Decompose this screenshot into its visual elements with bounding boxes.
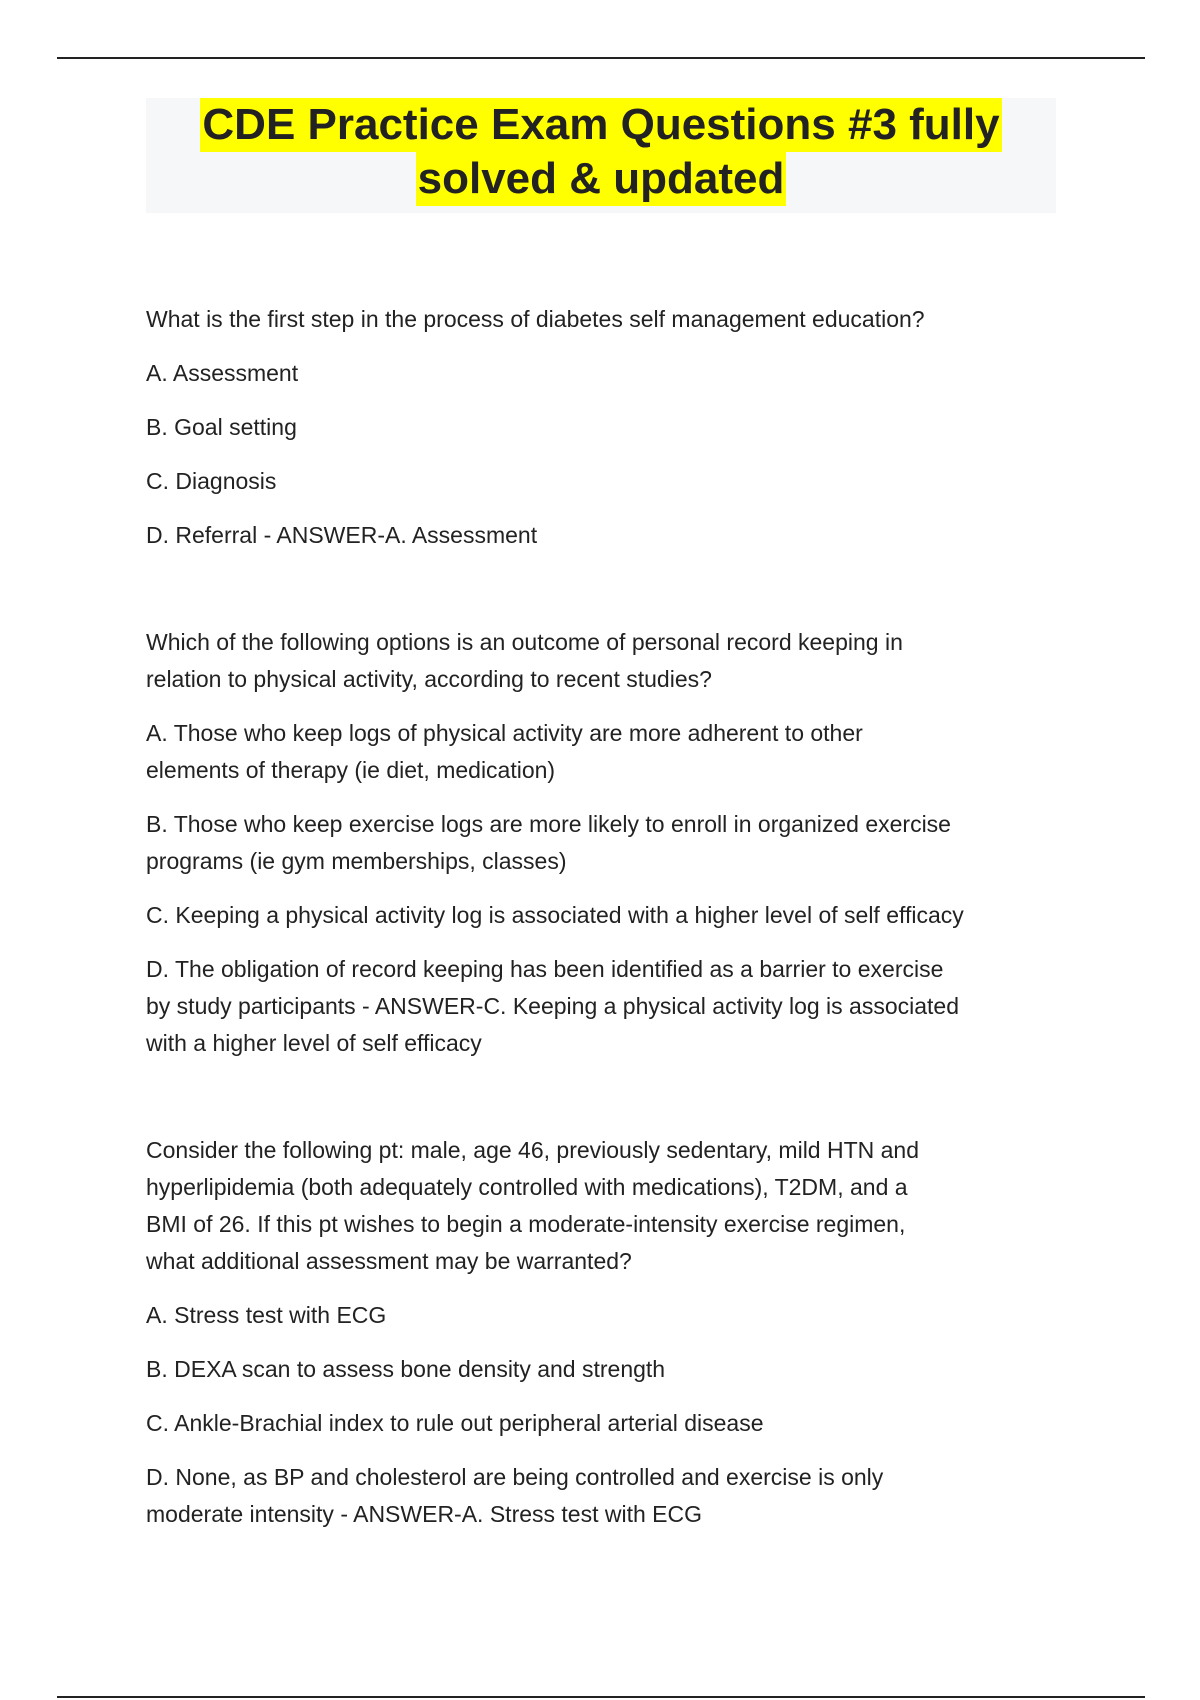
text-line: programs (ie gym memberships, classes) <box>146 848 567 874</box>
text-line: C. Keeping a physical activity log is associated with a higher level of self efficacy <box>146 902 964 928</box>
question-list <box>146 301 1076 1603</box>
question-block <box>146 624 1076 1062</box>
text-line: A. Stress test with ECG <box>146 1302 387 1328</box>
question-block <box>146 1132 1076 1533</box>
text-line: A. Assessment <box>146 360 299 386</box>
answer-option <box>146 806 1076 880</box>
text-line: BMI of 26. If this pt wishes to begin a moderate-intensity exercise regimen, <box>146 1211 906 1237</box>
answer-option <box>146 951 1076 1062</box>
text-line: B. Those who keep exercise logs are more likely to enroll in organized exercise <box>146 811 951 837</box>
answer-option <box>146 1459 1076 1533</box>
header-divider <box>57 57 1145 59</box>
question-text <box>146 301 1076 338</box>
answer-option <box>146 897 1076 934</box>
text-line: elements of therapy (ie diet, medication) <box>146 757 556 783</box>
answer-option <box>146 409 1076 446</box>
text-line: by study participants - ANSWER-C. Keeping a physical activity log is associated <box>146 993 960 1019</box>
answer-option <box>146 1405 1076 1442</box>
text-line: B. DEXA scan to assess bone density and strength <box>146 1356 666 1382</box>
answer-option <box>146 1351 1076 1388</box>
question-text <box>146 624 1076 698</box>
answer-option <box>146 355 1076 392</box>
text-line: D. None, as BP and cholesterol are being controlled and exercise is only <box>146 1464 884 1490</box>
text-line: Which of the following options is an outcome of personal record keeping in <box>146 629 903 655</box>
text-line: relation to physical activity, according to recent studies? <box>146 666 712 692</box>
answer-option <box>146 715 1076 789</box>
text-line: Consider the following pt: male, age 46, previously sedentary, mild HTN and <box>146 1137 920 1163</box>
title-line-1: CDE Practice Exam Questions #3 fully <box>200 98 1001 152</box>
title-line-2: solved & updated <box>416 152 787 206</box>
text-line: What is the first step in the process of diabetes self management education? <box>146 306 925 332</box>
answer-option <box>146 1297 1076 1334</box>
text-line: D. Referral - ANSWER-A. Assessment <box>146 522 538 548</box>
text-line: A. Those who keep logs of physical activity are more adherent to other <box>146 720 863 746</box>
text-line: C. Ankle-Brachial index to rule out peripheral arterial disease <box>146 1410 764 1436</box>
text-line: B. Goal setting <box>146 414 297 440</box>
text-line: hyperlipidemia (both adequately controlled with medications), T2DM, and a <box>146 1174 908 1200</box>
text-line: C. Diagnosis <box>146 468 277 494</box>
question-block <box>146 301 1076 554</box>
footer-divider <box>57 1696 1145 1698</box>
answer-option <box>146 463 1076 500</box>
text-line: with a higher level of self efficacy <box>146 1030 482 1056</box>
document-title <box>146 98 1056 213</box>
text-line: moderate intensity - ANSWER-A. Stress test with ECG <box>146 1501 702 1527</box>
text-line: D. The obligation of record keeping has been identified as a barrier to exercise <box>146 956 944 982</box>
answer-option <box>146 517 1076 554</box>
question-text <box>146 1132 1076 1280</box>
text-line: what additional assessment may be warranted? <box>146 1248 632 1274</box>
